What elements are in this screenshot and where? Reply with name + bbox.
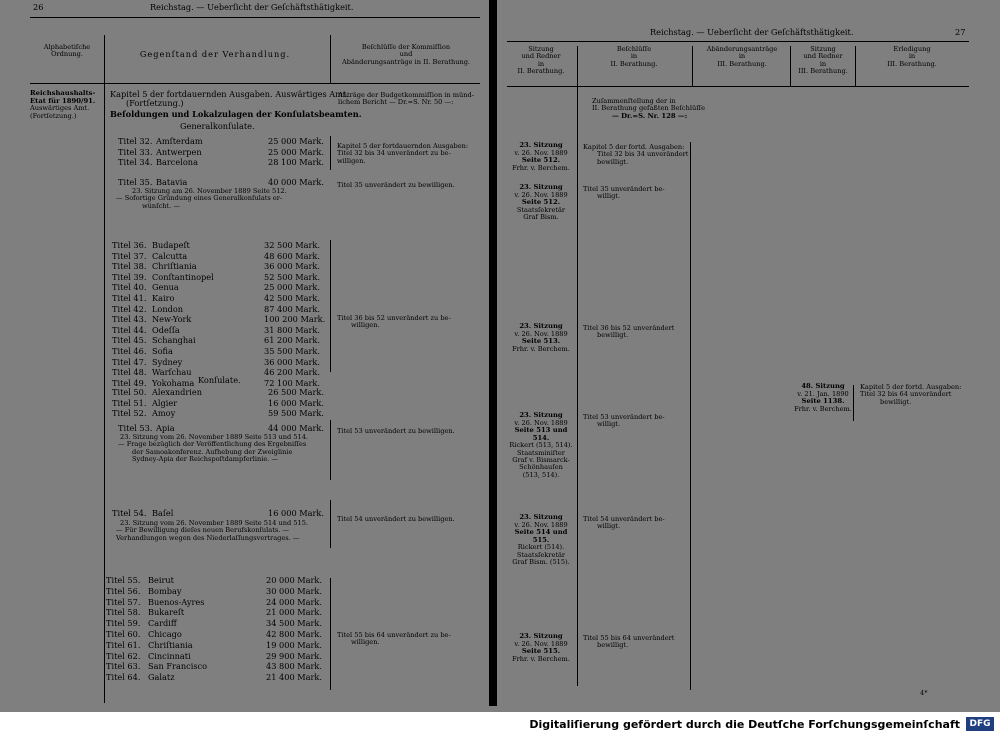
right-col4-header: Sitzung und Redner in III. Berathung. [798, 45, 848, 76]
group4-note: Titel 55 bis 64 unverändert zu be- willigen. [337, 631, 451, 647]
header-rule [30, 83, 480, 84]
titel-amount: 19 000 Mark. [266, 639, 322, 650]
head-rule [507, 41, 969, 42]
titel-title: Titel 61. [106, 639, 141, 650]
titel-amount: 35 500 Mark. [264, 346, 320, 356]
titel-amount: 43 800 Mark. [266, 661, 322, 672]
titel-place: Odeſſa [152, 324, 180, 335]
titel-title: Titel 46. [112, 346, 147, 356]
left-col3-header: Beſchlüſſe der Kommiſſion und Abänderungsanträge in II. Berathung. [341, 43, 471, 66]
titel-title: Titel 56. [106, 585, 141, 596]
titel-title: Titel 48. [112, 367, 147, 378]
decision-entry: Titel 36 bis 52 unverändert bewilligt. [583, 324, 675, 340]
session-entry: 23. Sitzung v. 26. Nov. 1889 Seite 512. Frhr. v. Berchem. [512, 141, 570, 172]
titel-place: Cardiff [148, 618, 177, 629]
titel-place: Sydney [152, 356, 183, 367]
titel-amount: 100 200 Mark. [264, 314, 326, 325]
titel-title: Titel 45. [112, 335, 147, 346]
col-divider [692, 46, 693, 86]
col-divider [790, 46, 791, 86]
titel-place: Genua [152, 282, 179, 293]
subheading-konsulate: Konſulate. [198, 375, 241, 385]
titel-amount: 30 000 Mark. [266, 585, 322, 596]
session-entry: 23. Sitzung v. 26. Nov. 1889 Seite 514 und 515. Rickert (514). Staatsſekretär Graf Bism. (515). [512, 513, 570, 566]
titel-amount: 36 000 Mark. [264, 261, 320, 272]
titel-title: Titel 55. [106, 575, 141, 585]
titel53-note: Titel 53 unverändert zu bewilligen. [337, 427, 455, 435]
col-divider [577, 46, 578, 686]
titel-amount: 21 000 Mark. [266, 607, 322, 618]
decision-entry: Titel 53 unverändert be- willigt. [583, 413, 665, 429]
titel-place: Buenos-Ayres [148, 596, 205, 607]
titel-place: Calcutta [152, 250, 188, 261]
session-entry: 23. Sitzung v. 26. Nov. 1889 Seite 512. Staatsſekretär Graf Bism. [514, 183, 568, 221]
titel-title: Titel 57. [106, 596, 141, 607]
bracket-line [330, 240, 331, 372]
titel-amount: 32 500 Mark. [264, 240, 320, 250]
titel-amount: 42 800 Mark. [266, 629, 322, 639]
titel-place: Alexandrien [152, 387, 203, 397]
right-intro: Zuſammenſtellung der in II. Berathung gefaßten Beſchlüſſe — Dr.=S. Nr. 128 —: [592, 97, 705, 120]
titel-title: Titel 33. [118, 146, 153, 157]
titel-place: Beirut [148, 575, 174, 585]
titel-amount: 20 000 Mark. [266, 575, 322, 585]
session-entry: 23. Sitzung v. 26. Nov. 1889 Seite 515. Frhr. v. Berchem. [512, 632, 570, 663]
titel-amount: 72 100 Mark. [264, 377, 320, 388]
titel-title: Titel 64. [106, 672, 141, 683]
titel-title: Titel 58. [106, 607, 141, 618]
titel-amount: 36 000 Mark. [264, 356, 320, 367]
bracket-line [330, 420, 331, 480]
titel-place: Bukareſt [148, 607, 185, 618]
section-intro: Kapitel 5 der fortdauernden Ausgaben. Auswärtiges Amt. (Fortſetzung.) [110, 89, 349, 108]
decision-entry: Titel 55 bis 64 unverändert bewilligt. [583, 634, 675, 650]
col-divider [855, 46, 856, 86]
titel-amount: 16 000 Mark. [268, 397, 324, 408]
head-rule [30, 17, 480, 18]
titel-amount: 29 900 Mark. [266, 650, 322, 661]
bracket-line [330, 578, 331, 690]
titel-place: Antwerpen [156, 146, 202, 157]
titel-amount: 28 100 Mark. [268, 157, 324, 168]
right-col2-header: Beſchlüſſe in II. Berathung. [610, 45, 658, 68]
titel-place: San Francisco [148, 661, 208, 672]
section-heading: Beſoldungen und Lokalzulagen der Konſulatsbeamten. [110, 109, 362, 119]
titel-amount: 34 500 Mark. [266, 618, 322, 629]
titel-place: Galatz [148, 672, 175, 683]
titel-amount: 61 200 Mark. [264, 335, 320, 346]
titel-amount: 25 000 Mark. [268, 136, 324, 146]
titel35-text: 23. Sitzung am 26. November 1889 Seite 512. — Sofortige Gründung eines Generalkonſulats er- wünſcht. — [116, 187, 287, 210]
titel-title: Titel 37. [112, 250, 147, 261]
third-reading-session: 48. Sitzung v. 21. Jan. 1890 Seite 1138. Frhr. v. Berchem. [794, 382, 852, 413]
titel35-note: Titel 35 unverändert zu bewilligen. [337, 181, 455, 189]
titel-title: Titel 51. [112, 397, 147, 408]
titel-amount: 25 000 Mark. [268, 146, 324, 157]
titel-amount: 52 500 Mark. [264, 271, 320, 282]
titel-title: Titel 39. [112, 271, 147, 282]
titel-title: Titel 50. [112, 387, 147, 397]
right-col1-header: Sitzung und Redner in II. Berathung. [517, 45, 565, 76]
titel-place: Cincinnati [148, 650, 191, 661]
right-page-number: 27 [955, 27, 966, 37]
page-gutter [489, 0, 497, 706]
decision-entry: Titel 54 unverändert be- willigt. [583, 515, 665, 531]
titel-place: Kairo [152, 293, 175, 303]
titel-title: Titel 38. [112, 261, 147, 272]
titel53-text: 23. Sitzung vom 26. November 1889 Seite 513 und 514. — Frage bezüglich der Veröffentlichung des Ergebniſſes der Samoakonferenz. Aufhebung der Zweiglinie Sydney-Apia der Reichspoſtdampferlinie. — [118, 433, 308, 464]
titel-title: Titel 41. [112, 293, 147, 303]
titel-amount: 59 500 Mark. [268, 408, 324, 419]
titel-title: Titel 59. [106, 618, 141, 629]
titel-title: Titel 40. [112, 282, 147, 293]
titel-place: Conſtantinopel [152, 271, 214, 282]
left-col2-header: Gegenſtand der Verhandlung. [139, 49, 291, 59]
titel-place: Yokohama [152, 377, 195, 388]
footer-banner [0, 712, 1000, 736]
titel-amount: 26 500 Mark. [268, 387, 324, 397]
right-running-head: Reichstag. — Ueberſicht der Geſchäftsthätigkeit. [650, 27, 854, 37]
col-divider [104, 35, 105, 83]
right-col3-header: Abänderungsanträge in III. Berathung. [706, 45, 778, 68]
signature-mark: 4* [920, 689, 928, 697]
titel-place: Chriſtiania [152, 261, 197, 272]
bracket-line [690, 142, 691, 690]
titel-title: Titel 44. [112, 324, 147, 335]
titel-place: Warſchau [152, 367, 192, 378]
titel-amount: 25 000 Mark. [264, 282, 320, 293]
titel-amount: 21 400 Mark. [266, 672, 322, 683]
titel-place: Schanghai [152, 335, 196, 346]
titel-title: Titel 42. [112, 303, 147, 314]
titel-title: Titel 60. [106, 629, 141, 639]
titel-title: Titel 34. [118, 157, 153, 168]
left-col1-header: Alphabetiſche Ordnung. [43, 43, 91, 59]
titel-place: London [152, 303, 184, 314]
decision-entry: Kapitel 5 der fortd. Ausgaben: Titel 32 bis 34 unverändert bewilligt. [583, 143, 689, 166]
group2-note: Titel 36 bis 52 unverändert zu be- willigen. [337, 314, 451, 330]
alpha-entry: Reichshaushalts- Etat für 1890/91. Auswärtiges Amt. (Fortſetzung.) [30, 89, 96, 120]
titel-place: Chriſtiania [148, 639, 193, 650]
titel-title: Titel 47. [112, 356, 147, 367]
titel-amount: 31 800 Mark. [264, 324, 320, 335]
titel-title: Titel 62. [106, 650, 141, 661]
bracket-line [330, 500, 331, 548]
session-entry: 23. Sitzung v. 26. Nov. 1889 Seite 513. Frhr. v. Berchem. [512, 322, 570, 353]
titel-place: Budapeſt [152, 240, 190, 250]
group1-note: Kapitel 5 der fortdauernden Ausgaben: Titel 32 bis 34 unverändert zu be- willigen. [337, 142, 469, 165]
decision-entry: Titel 35 unverändert be- willigt. [583, 185, 665, 201]
titel54-note: Titel 54 unverändert zu bewilligen. [337, 515, 455, 523]
titel-amount: 42 500 Mark. [264, 293, 320, 303]
titel-place: New-York [152, 314, 192, 325]
titel-amount: 46 200 Mark. [264, 367, 320, 378]
titel-title: Titel 52. [112, 408, 147, 419]
titel-title: Titel 63. [106, 661, 141, 672]
third-reading-result: Kapitel 5 der fortd. Ausgaben: Titel 32 bis 64 unverändert bewilligt. [860, 383, 962, 406]
titel-title: Titel 32. [118, 136, 153, 146]
titel-amount: 48 600 Mark. [264, 250, 320, 261]
titel-title: Titel 49. [112, 377, 147, 388]
subheading-general: Generalkonſulate. [180, 121, 255, 131]
titel-place: Amoy [152, 408, 176, 419]
titel-amount: 87 400 Mark. [264, 303, 320, 314]
titel-title: Titel 43. [112, 314, 147, 325]
titel-place: Barcelona [156, 157, 198, 168]
titel-amount: 24 000 Mark. [266, 596, 322, 607]
titel-place: Algier [152, 397, 178, 408]
titel-title: Titel 36. [112, 240, 147, 250]
titel-place: Amſterdam [156, 136, 203, 146]
titel-place: Chicago [148, 629, 182, 639]
session-entry: 23. Sitzung v. 26. Nov. 1889 Seite 513 und 514. Rickert (513, 514). Staatsminiſter Graf v. Bismarck- Schönhauſen (513, 514). [509, 411, 573, 479]
col-divider [330, 35, 331, 83]
left-page-number: 26 [33, 2, 44, 12]
titel-place: Sofia [152, 346, 173, 356]
dfg-logo: DFG [966, 717, 994, 731]
col-divider [104, 83, 105, 703]
commission-header: Anträge der Budgetkommiſſion in münd- lichem Bericht — Dr.=S. Nr. 50 —: [338, 91, 474, 107]
footer-text: Digitaliſierung gefördert durch die Deutſche Forſchungsgemeinſchaft [529, 718, 960, 731]
left-running-head: Reichstag. — Ueberſicht der Geſchäftsthätigkeit. [150, 2, 354, 12]
bracket-line [330, 136, 331, 170]
titel54-text: 23. Sitzung vom 26. November 1889 Seite 514 und 515. — Für Bewilligung dieſes neuen Berufskonſulats. — Verhandlungen wegen des Niederlaſſungsvertrages. — [116, 519, 308, 542]
titel-place: Bombay [148, 585, 182, 596]
right-col5-header: Erledigung in III. Berathung. [887, 45, 937, 68]
